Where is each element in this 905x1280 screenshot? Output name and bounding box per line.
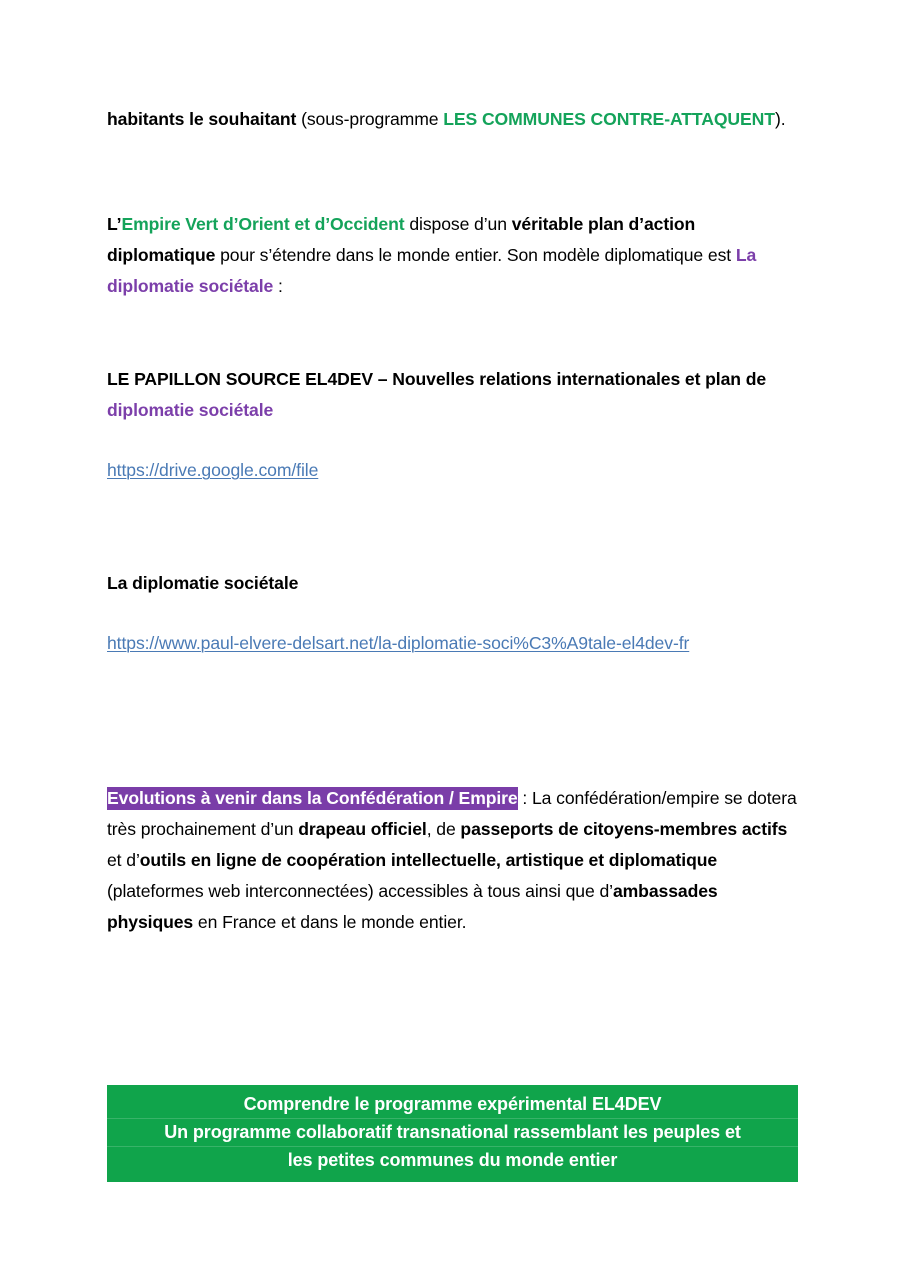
paragraph-evolutions-a-venir (107, 783, 798, 938)
p7-highlight-label: Evolutions à venir dans la Confédération / Empire (107, 788, 518, 808)
banner-line-3: les petites communes du monde entier (287, 1150, 618, 1170)
paragraph-diplomatie-societale-heading (107, 568, 798, 599)
banner-line-1: Comprendre le programme expérimental EL4DEV (107, 1091, 798, 1119)
p3-purple-term: diplomatie sociétale (107, 400, 274, 420)
p7-mid-3: (plateformes web interconnectées) accessibles à tous ainsi que d’ (107, 881, 613, 901)
p2-bold-plan: véritable plan d’action diplomatique (107, 214, 696, 265)
p2-mid-text: pour s’étendre dans le monde entier. Son modèle diplomatique est (215, 245, 736, 265)
p3-bold-title: LE PAPILLON SOURCE EL4DEV – Nouvelles relations internationales et plan de (107, 369, 767, 389)
p2-lead-bold: L’ (107, 214, 122, 234)
banner-line-2: Un programme collaboratif transnational rassemblant les peuples et (107, 1119, 798, 1147)
link-drive-google[interactable]: https://drive.google.com/file (107, 460, 319, 480)
spacer-1 (107, 135, 798, 209)
paragraph-empire-vert (107, 209, 798, 302)
p7-bold-outils: outils en ligne de coopération intellectuelle, artistique et diplomatique (139, 850, 718, 870)
p5-bold-title: La diplomatie sociétale (107, 573, 299, 593)
p1-lead-bold: habitants le souhaitant (107, 109, 297, 129)
p2-empire-name: Empire Vert d’Orient et d’Occident (121, 214, 405, 234)
p7-bold-passeports: passeports de citoyens-membres actifs (460, 819, 788, 839)
paragraph-habitants (107, 104, 798, 135)
document-body (107, 104, 798, 938)
link-paul-elvere-delsart[interactable]: https://www.paul-elvere-delsart.net/la-diplomatie-soci%C3%A9tale-el4dev-fr (107, 633, 690, 653)
spacer-2 (107, 302, 798, 364)
p1-mid-text: (sous-programme (296, 109, 444, 129)
p2-tail-text: : (273, 276, 283, 296)
paragraph-papillon-source-title (107, 364, 798, 426)
green-footer-banner (107, 1085, 798, 1182)
p7-tail-text: en France et dans le monde entier. (193, 912, 467, 932)
paragraph-website-link (107, 628, 798, 659)
p2-after-empire: dispose d’un (404, 214, 512, 234)
p1-tail-text: ). (774, 109, 786, 129)
spacer-5 (107, 599, 798, 628)
p1-program-name: LES COMMUNES CONTRE-ATTAQUENT (443, 109, 775, 129)
p7-bold-ambassades: ambassades physiques (107, 881, 718, 932)
p7-mid-2: et d’ (107, 850, 140, 870)
spacer-4 (107, 486, 798, 568)
p7-mid-1: , de (426, 819, 461, 839)
p2-purple-term: La diplomatie sociétale (107, 245, 757, 296)
spacer-6 (107, 659, 798, 783)
paragraph-drive-link (107, 455, 798, 486)
spacer-3 (107, 426, 798, 455)
p7-bold-drapeau: drapeau officiel (298, 819, 427, 839)
p7-after-highlight: : La confédération/empire se dotera très prochainement d’un (107, 788, 797, 839)
